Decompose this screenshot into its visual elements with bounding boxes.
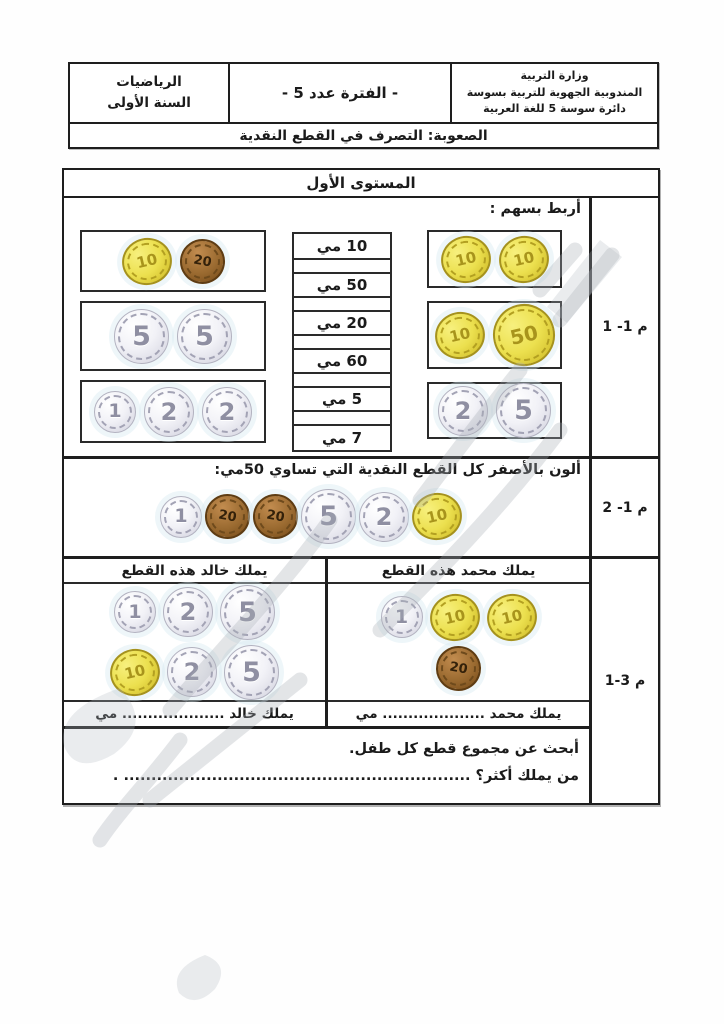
coin-10-millimes: 10: [430, 306, 489, 363]
period-label: - الفترة عدد 5 -: [281, 84, 399, 102]
exercise2-row: [64, 459, 658, 559]
coin-5-millimes: 5: [496, 383, 551, 438]
coin-10-millimes: 10: [482, 588, 541, 645]
khaled-coins: [64, 584, 325, 700]
coin-5-millimes: 5: [114, 309, 169, 364]
coin-box: [80, 380, 266, 443]
coin-5-millimes: 5: [220, 585, 275, 640]
coin-2-millimes: 2: [202, 387, 252, 437]
coin-5-millimes: 5: [301, 489, 356, 544]
coin-box: [427, 382, 562, 439]
exercise1-values-column: [292, 232, 392, 452]
coin-2-millimes: 2: [144, 387, 194, 437]
khaled-coin-row-2: [64, 645, 325, 700]
exercise2-coins: [160, 489, 462, 544]
coin-20-millimes: 20: [432, 642, 484, 694]
exercise3-question: من يملك أكثر؟ ............................................................... .: [112, 768, 579, 784]
khaled-column: [64, 559, 328, 726]
exercise3-table: [64, 559, 589, 729]
mohamed-footer: يملك محمد .................... مي: [328, 700, 589, 726]
exercise1-instruction: أربط بسهم :: [489, 201, 581, 217]
coin-2-millimes: 2: [163, 587, 213, 637]
exercise2-instruction: ألون بالأصفر كل القطع النقدية التي تساوي 50مي:: [214, 462, 581, 478]
value-cell: 50 مي: [294, 272, 390, 298]
coin-box: [80, 230, 266, 292]
exercise2-label: م 1- 2: [589, 459, 658, 556]
subject-line1: الرياضيات: [116, 74, 182, 91]
coin-50-millimes: 50: [486, 298, 560, 372]
difficulty-row: [70, 122, 657, 147]
subject-cell: [70, 64, 228, 122]
value-cell: 10 مي: [294, 234, 390, 260]
coin-2-millimes: 2: [167, 647, 217, 697]
exercise3-row: [64, 559, 658, 803]
coin-20-millimes: 20: [201, 490, 253, 542]
period-cell: [228, 64, 452, 122]
exercise3-label: م 3-1: [589, 559, 658, 803]
khaled-header: يملك خالد هذه القطع: [64, 559, 325, 584]
mohamed-header: يملك محمد هذه القطع: [328, 559, 589, 584]
coin-10-millimes: 10: [494, 230, 553, 287]
value-cell: 20 مي: [294, 310, 390, 336]
mohamed-coin-row-2: [328, 646, 589, 691]
exercise3-task: أبحث عن مجموع قطع كل طفل.: [349, 741, 579, 757]
exercise1-label: م 1- 1: [589, 198, 658, 456]
coin-10-millimes: 10: [425, 588, 484, 645]
coin-box: [427, 301, 562, 369]
value-cell: 60 مي: [294, 348, 390, 374]
coin-2-millimes: 2: [359, 492, 409, 542]
coin-box: [80, 301, 266, 371]
worksheet-frame: [62, 168, 660, 805]
exercise1-right-coin-boxes: [427, 230, 562, 439]
coin-5-millimes: 5: [177, 309, 232, 364]
mohamed-column: [328, 559, 589, 726]
coin-1-millimes: 1: [94, 391, 136, 433]
exercise2-content: [64, 459, 589, 556]
coin-20-millimes: 20: [176, 235, 228, 287]
difficulty-label: الصعوبة: التصرف في القطع النقدية: [239, 127, 488, 144]
ministry-cell: [452, 64, 657, 122]
mohamed-coin-row-1: [328, 594, 589, 641]
exercise1-row: [64, 198, 658, 459]
coin-1-millimes: 1: [381, 596, 423, 638]
exercise3-content: [64, 559, 589, 803]
value-cell: 7 مي: [294, 424, 390, 450]
subject-line2: السنة الأولى: [107, 95, 191, 111]
mohamed-coins: [328, 584, 589, 700]
exercise1-left-coin-boxes: [80, 230, 266, 443]
ministry-line3: دائرة سوسة 5 للغة العربية: [483, 102, 626, 116]
coin-10-millimes: 10: [407, 488, 466, 545]
coin-10-millimes: 10: [436, 230, 495, 287]
coin-10-millimes: 10: [105, 643, 164, 700]
level-banner-label: المستوى الأول: [306, 174, 416, 192]
khaled-footer: يملك خالد .................... مي: [64, 700, 325, 726]
coin-1-millimes: 1: [114, 591, 156, 633]
coin-1-millimes: 1: [160, 496, 202, 538]
coin-10-millimes: 10: [117, 232, 176, 289]
level-banner: [64, 170, 658, 198]
header-top-row: [70, 64, 657, 122]
exercise1-content: [64, 198, 589, 456]
exercise3-wrap: [64, 559, 589, 803]
ministry-line2: المندوبية الجهوية للتربية بسوسة: [466, 85, 643, 99]
coin-5-millimes: 5: [224, 645, 279, 700]
value-cell: 5 مي: [294, 386, 390, 412]
coin-2-millimes: 2: [438, 386, 488, 436]
header-table: [68, 62, 659, 149]
coin-box: [427, 230, 562, 288]
khaled-coin-row-1: [64, 585, 325, 640]
ministry-line1: وزارة التربية: [520, 69, 589, 83]
coin-20-millimes: 20: [249, 490, 301, 542]
